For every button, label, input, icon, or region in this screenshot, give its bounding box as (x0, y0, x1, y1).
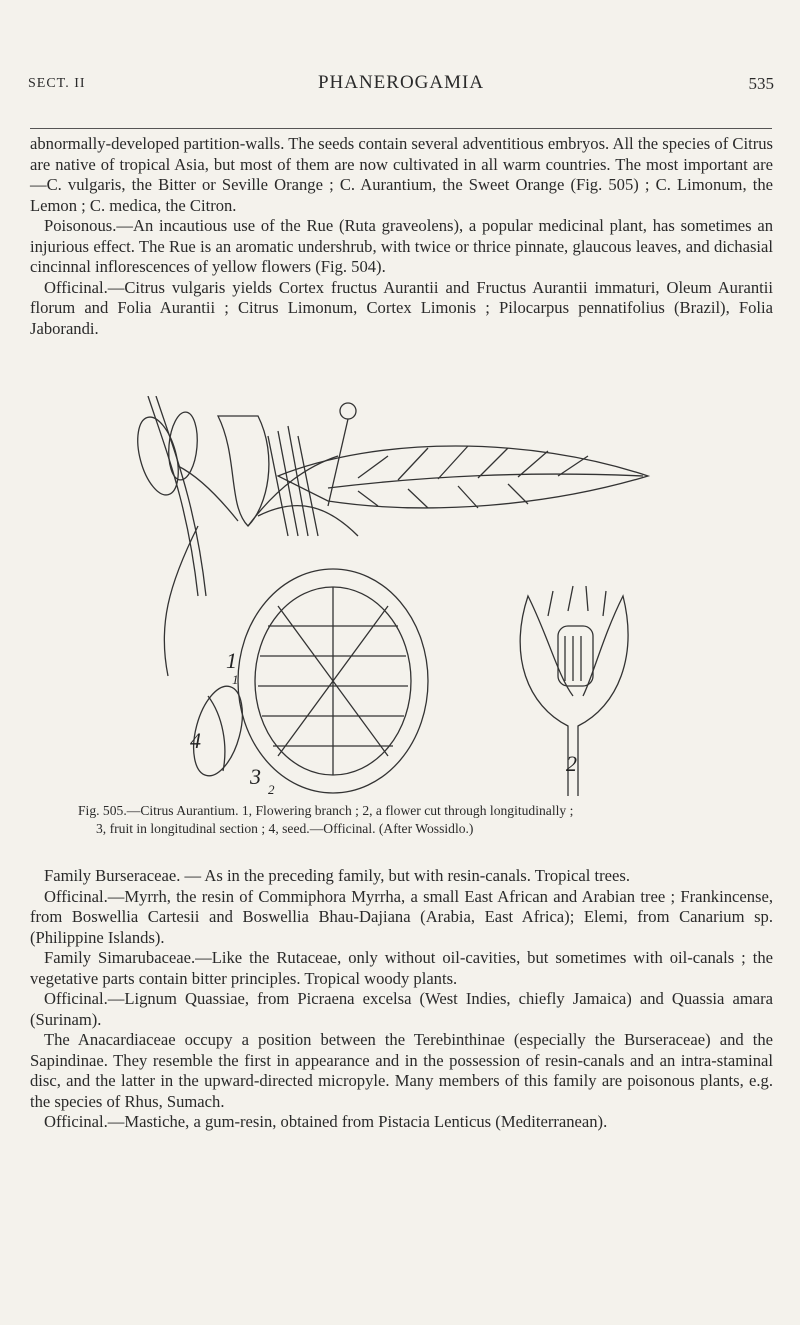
figure-sublabel-1: 1 (232, 672, 239, 687)
paragraph-officinal-mastiche: Officinal.—Mastiche, a gum-resin, obtained from Pistacia Lenticus (Mediterranean). (44, 1112, 608, 1131)
flower-drawing (178, 403, 358, 536)
running-title: PHANEROGAMIA (317, 72, 485, 93)
bottom-text-block (30, 866, 773, 1133)
figure-label-4: 4 (190, 728, 201, 753)
paragraph-simarubaceae: Family Simarubaceae.—Like the Rutaceae, only without oil-cavities, but sometimes with oil-canals ; the vegetative parts contain bitter principles. Tropical woody plants. (30, 948, 773, 988)
paragraph-officinal: Officinal.—Citrus vulgaris yields Cortex fructus Aurantii and Fructus Aurantii immaturi, Oleum Aurantii florum and Folia Aurantii ; Citrus Limonum, Cortex Limonis ; Pilocarpus pennatifolius (Brazil), Folia Jaborandi. (30, 277, 773, 338)
citrus-illustration (128, 396, 658, 796)
section-label: SECT. II (28, 76, 86, 91)
caption-line-2: 3, fruit in longitudinal section ; 4, seed.—Officinal. (After Wossidlo.) (96, 821, 474, 836)
top-text-block (30, 134, 773, 339)
figure-label-2: 2 (566, 751, 577, 776)
paragraph-poisonous: Poisonous.—An incautious use of the Rue (Ruta graveolens), a popular medicinal plant, has sometimes an injurious effect. The Rue is an aromatic undershrub, with twice or thrice pinnate, glaucous leaves, and dichasial cincinnal inflorescences of yellow flowers (Fig. 504). (30, 216, 773, 276)
figure-label-3: 3 (250, 764, 261, 789)
paragraph-officinal-myrrh: Officinal.—Myrrh, the resin of Commiphora Myrrha, a small East African and Arabian tree ; Frankincense, from Boswellia Cartesii and Boswellia Bhau-Dajiana (Arabia, East Africa); Elemi, from Canarium sp. (Philippine Islands). (30, 886, 773, 947)
header-rule (30, 128, 772, 129)
fruit-section-drawing (238, 569, 428, 793)
leaf-drawing (278, 446, 648, 508)
paragraph-anacardiaceae: The Anacardiaceae occupy a position between the Terebinthinae (especially the Burseraceae) and the Sapindinae. They resemble the first in appearance and in the possession of resin-canals and an intra-staminal disc, and the latter in the upward-directed micropyle. Many members of this family are poisonous plants, e.g. the species of Rhus, Sumach. (30, 1030, 773, 1111)
paragraph-burseraceae: Family Burseraceae. — As in the preceding family, but with resin-canals. Tropical trees. (44, 866, 631, 885)
paragraph-citrus: abnormally-developed partition-walls. The seeds contain several adventitious embryos. All the species of Citrus are native of tropical Asia, but most of them are now cultivated in all warm countries. The most important are—C. vulgaris, the Bitter or Seville Orange ; C. Aurantium, the Sweet Orange (Fig. 505) ; C. Limonum, the Lemon ; C. medica, the Citron. (30, 134, 773, 215)
page-number: 535 (748, 74, 774, 93)
paragraph-officinal-quassia: Officinal.—Lignum Quassiae, from Picraena excelsa (West Indies, chiefly Jamaica) and Quassia amara (Surinam). (30, 989, 773, 1029)
figure-caption (78, 802, 778, 838)
figure-label-1: 1 (226, 648, 237, 673)
figure-sublabel-2: 2 (268, 782, 275, 796)
caption-line-1: Fig. 505.—Citrus Aurantium. 1, Flowering branch ; 2, a flower cut through longitudinally ; (78, 803, 574, 818)
running-header (28, 72, 774, 100)
